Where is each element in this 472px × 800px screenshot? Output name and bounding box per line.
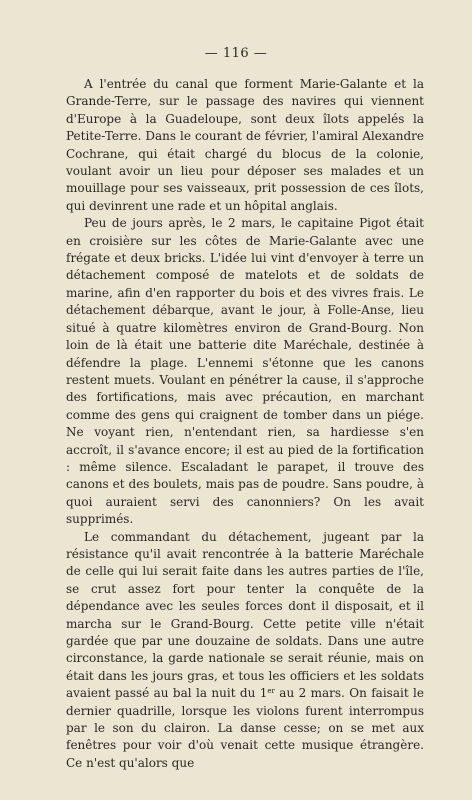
ordinal-superscript: er	[267, 687, 275, 696]
paragraph-3-text-after: au 2 mars. On faisait le dernier quadrille, lorsque les violons furent interrompus par le son du clairon. La danse cesse; on se met aux fenêtres pour voir d'où venait cette musique étrangère. Ce n'est qu'alors que	[66, 686, 424, 770]
body-text	[66, 76, 424, 772]
paragraph-1: A l'entrée du canal que forment Marie-Galante et la Grande-Terre, sur le passage des navires qui viennent d'Europe à la Guadeloupe, sont deux îlots appelés la Petite-Terre. Dans le courant de février, l'amiral Alexandre Cochrane, qui était chargé du blocus de la colonie, voulant avoir un lieu pour déposer ses malades et un mouillage pour ses vaisseaux, prit possession de ces îlots, qui devinrent une rade et un hôpital anglais.	[66, 77, 424, 213]
paragraph-2: Peu de jours après, le 2 mars, le capitaine Pigot était en croisière sur les côtes de Marie-Galante avec une frégate et deux bricks. L'idée lui vint d'envoyer à terre un détachement composé de matelots et de soldats de marine, afin d'en rapporter du bois et des vivres frais. Le détachement débarque, avant le jour, à Folle-Anse, lieu situé à quatre kilomètres environ de Grand-Bourg. Non loin de là était une batterie dite Maréchale, destinée à défendre la plage. L'ennemi s'étonne que les canons restent muets. Voulant en pénétrer la cause, il s'approche des fortifications, mais avec précaution, en marchant comme des gens qui craignent de tomber dans un piége. Ne voyant rien, n'entendant rien, sa hardiesse s'en accroît, il s'avance encore; il est au pied de la fortification : même silence. Escaladant le parapet, il trouve des canons et des boulets, mais pas de poudre. Sans poudre, à quoi auraient servi des canonniers? On les avait supprimés.	[66, 216, 424, 527]
page-number: — 116 —	[204, 46, 268, 61]
paragraph-3	[66, 529, 424, 773]
paragraph-3-text-before: Le commandant du détachement, jugeant par la résistance qu'il avait rencontrée à la batterie Maréchale de celle qui lui serait faite dans les autres parties de l'île, se crut assez fort pour tenter la conquête de la dépendance avec les seules forces dont il disposait, et il marcha sur le Grand-Bourg. Cette petite ville n'était gardée que par une douzaine de soldats. Dans une autre circonstance, la garde nationale se serait réunie, mais on était dans les jours gras, et tous les officiers et les soldats avaient passé au bal la nuit du 1	[66, 529, 424, 701]
